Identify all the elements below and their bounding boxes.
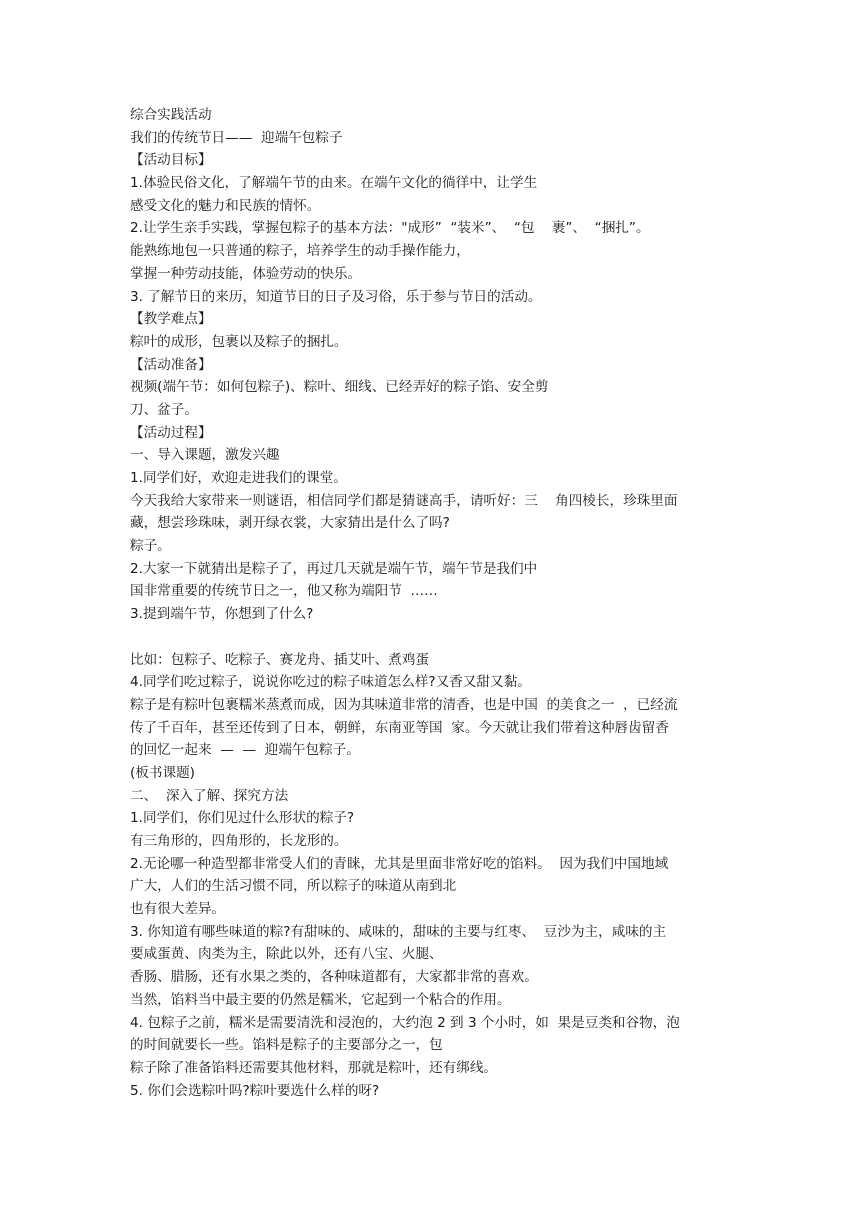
text-line: 1.同学们，你们见过什么形状的粽子? xyxy=(130,810,355,827)
text-line: 粽子除了准备馅料还需要其他材料，那就是粽叶，还有绑线。 xyxy=(130,1059,498,1076)
text-line: 有三角形的，四角形的，长龙形的。 xyxy=(130,833,348,849)
text-line: (板书课题) xyxy=(130,764,195,781)
text-line: 广大，人们的生活习惯不同，所以粽子的味道从南到北 xyxy=(130,878,457,895)
text-line: 比如：包粽子、吃粽子、赛龙舟、插艾叶、煮鸡蛋 xyxy=(130,651,430,668)
text-line: 3. 你知道有哪些味道的粽?有甜味的、咸味的，甜味的主要与红枣、 豆沙为主，咸味的主 xyxy=(130,923,667,940)
text-line: 粽子。 xyxy=(130,538,171,555)
text-line: 也有很大差异。 xyxy=(130,901,226,918)
document-body xyxy=(130,104,760,1102)
text-line: 的回忆一起来 — — 迎端午包粽子。 xyxy=(130,742,360,759)
text-line: 能熟练地包一只普通的粽子，培养学生的动手操作能力， xyxy=(130,243,470,260)
text-line: 的时间就要长一些。馅料是粽子的主要部分之一，包 xyxy=(130,1037,443,1054)
text-line: 2.让学生亲手实践，掌握包粽子的基本方法："成形” “装米”、 “包 裹”、 “捆扎”。 xyxy=(130,220,650,237)
text-line: 3.提到端午节，你想到了什么? xyxy=(130,606,314,623)
text-line: 刀、盆子。 xyxy=(130,401,198,418)
text-line: 视频(端午节：如何包粽子)、粽叶、细线、已经弄好的粽子馅、安全剪 xyxy=(130,379,549,396)
text-line: 感受文化的魅力和民族的情怀。 xyxy=(130,197,321,214)
text-line: 4.同学们吃过粽子，说说你吃过的粽子味道怎么样?又香又甜又黏。 xyxy=(130,674,531,691)
text-line: 传了千百年，甚至还传到了日本，朝鲜，东南亚等国 家。今天就让我们带着这种唇齿留香 xyxy=(130,719,669,736)
text-line: 国非常重要的传统节日之一，他又称为端阳节 …… xyxy=(130,583,438,600)
text-line: 要咸蛋黄、肉类为主，除此以外，还有八宝、火腿、 xyxy=(130,946,443,963)
blank-line xyxy=(130,626,760,649)
subsection-heading: 一、导入课题，激发兴趣 xyxy=(130,447,280,464)
text-line: 今天我给大家带来一则谜语，相信同学们都是猜谜高手，请听好：三 角四棱长，珍珠里面 xyxy=(130,492,678,509)
subsection-heading: 二、 深入了解、探究方法 xyxy=(130,787,289,804)
text-line: 3. 了解节日的来历，知道节日的日子及习俗，乐于参与节日的活动。 xyxy=(130,288,542,305)
section-heading: 【活动目标】 xyxy=(130,152,212,169)
text-line: 当然，馅料当中最主要的仍然是糯米，它起到一个粘合的作用。 xyxy=(130,991,511,1008)
text-line: 2.无论哪一种造型都非常受人们的青睐，尤其是里面非常好吃的馅料。 因为我们中国地域 xyxy=(130,855,669,872)
text-line: 香肠、腊肠，还有水果之类的，各种味道都有，大家都非常的喜欢。 xyxy=(130,969,538,986)
text-line: 掌握一种劳动技能，体验劳动的快乐。 xyxy=(130,265,362,282)
doc-title: 我们的传统节日—— 迎端午包粽子 xyxy=(130,129,343,146)
text-line: 5. 你们会选粽叶吗?粽叶要选什么样的呀? xyxy=(130,1082,380,1099)
section-heading: 【教学难点】 xyxy=(130,311,212,328)
section-heading: 【活动过程】 xyxy=(130,424,212,441)
text-line: 2.大家一下就猜出是粽子了，再过几天就是端午节，端午节是我们中 xyxy=(130,560,538,577)
text-line: 粽子是有粽叶包裹糯米蒸煮而成，因为其味道非常的清香，也是中国 的美食之一 ，已经流 xyxy=(130,696,678,713)
doc-category: 综合实践活动 xyxy=(130,107,212,123)
text-line: 藏，想尝珍珠味，剥开绿衣裳，大家猜出是什么了吗? xyxy=(130,515,450,532)
text-line: 4. 包粽子之前，糯米是需要清洗和浸泡的，大约泡 2 到 3 个小时，如 果是豆类和谷物，泡 xyxy=(130,1014,680,1031)
text-line: 1.同学们好，欢迎走进我们的课堂。 xyxy=(130,470,347,486)
section-heading: 【活动准备】 xyxy=(130,356,212,373)
text-line: 1.体验民俗文化，了解端午节的由来。在端午文化的徜徉中，让学生 xyxy=(130,175,538,192)
text-line: 粽叶的成形，包裹以及粽子的捆扎。 xyxy=(130,333,348,350)
